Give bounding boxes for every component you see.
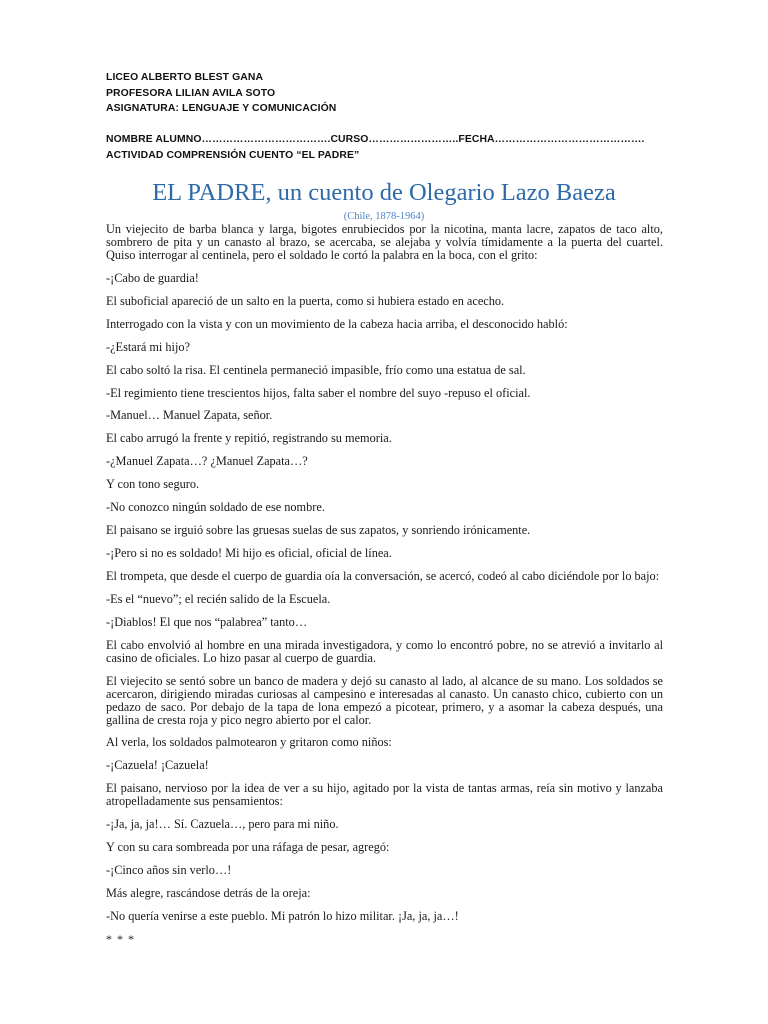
paragraph: Más alegre, rascándose detrás de la oreja: (106, 886, 311, 901)
paragraph: -¿Manuel Zapata…? ¿Manuel Zapata…? (106, 454, 308, 469)
paragraph: El cabo soltó la risa. El centinela permaneció impasible, frío como una estatua de sal. (106, 362, 526, 377)
paragraph: -¡Ja, ja, ja!… Sí. Cazuela…, pero para mi niño. (106, 817, 339, 832)
paragraph: -No quería venirse a este pueblo. Mi patrón lo hizo militar. ¡Ja, ja, ja…! (106, 909, 459, 924)
paragraph: Y con su cara sombreada por una ráfaga de pesar, agregó: (106, 840, 390, 855)
story-body (106, 223, 663, 956)
subject-line: ASIGNATURA: LENGUAJE Y COMUNICACIÓN (106, 103, 337, 114)
paragraph: Al verla, los soldados palmotearon y gritaron como niños: (106, 735, 392, 750)
paragraph: -¡Cabo de guardia! (106, 270, 199, 285)
paragraph: El paisano se irguió sobre las gruesas suelas de sus zapatos, y sonriendo irónicamente. (106, 523, 531, 538)
paragraph: -¡Pero si no es soldado! Mi hijo es oficial, oficial de línea. (106, 546, 392, 561)
paragraph: Un viejecito de barba blanca y larga, bigotes enrubiecidos por la nicotina, manta lacre, zapatos de taco alto, sombrero de pita y un canasto al brazo, se acercaba, se alejaba y volvía tímidamente a la puerta del cuartel. Quiso interrogar al centinela, pero el soldado le cortó la palabra en la boca, con el grito: (106, 222, 663, 262)
activity-title: ACTIVIDAD COMPRENSIÓN CUENTO “EL PADRE” (106, 149, 360, 161)
paragraph: -¡Cinco años sin verlo…! (106, 863, 232, 878)
paragraph: Interrogado con la vista y con un movimiento de la cabeza hacia arriba, el desconocido habló: (106, 316, 568, 331)
paragraph: -No conozco ningún soldado de ese nombre. (106, 500, 325, 515)
paragraph: -Es el “nuevo”; el recién salido de la Escuela. (106, 592, 331, 607)
teacher-name: PROFESORA LILIAN AVILA SOTO (106, 87, 276, 99)
paragraph: -Manuel… Manuel Zapata, señor. (106, 408, 273, 423)
paragraph: -¿Estará mi hijo? (106, 339, 190, 354)
paragraph: -El regimiento tiene trescientos hijos, falta saber el nombre del suyo -repuso el oficial. (106, 385, 531, 400)
header-spacer (106, 117, 706, 133)
story-subtitle: (Chile, 1878-1964) (343, 211, 425, 222)
story-title: EL PADRE, un cuento de Olegario Lazo Baeza (152, 179, 616, 206)
school-name: LICEO ALBERTO BLEST GANA (106, 72, 264, 83)
paragraph: El cabo envolvió al hombre en una mirada investigadora, y como lo encontró pobre, no se atrevió a invitarlo al casino de oficiales. Lo hizo pasar al cuerpo de guardia. (106, 638, 663, 666)
paragraph: -¡Diablos! El que nos “palabrea” tanto… (106, 615, 308, 630)
paragraph: -¡Cazuela! ¡Cazuela! (106, 758, 209, 773)
paragraph: El trompeta, que desde el cuerpo de guardia oía la conversación, se acercó, codeó al cabo diciéndole por lo bajo: (106, 569, 660, 584)
document-header (106, 70, 706, 163)
paragraph: El paisano, nervioso por la idea de ver a su hijo, agitado por la vista de tantas armas, reía sin motivo y lanzaba atropelladamente sus pensamientos: (106, 781, 663, 809)
paragraph: Y con tono seguro. (106, 477, 200, 492)
paragraph: El suboficial apareció de un salto en la puerta, como si hubiera estado en acecho. (106, 293, 505, 308)
section-separator: * * * (106, 932, 135, 947)
student-info-line: NOMBRE ALUMNO……………………………….CURSO……………………..FECHA……………………………………. (106, 134, 645, 145)
paragraph: El viejecito se sentó sobre un banco de madera y dejó su canasto al lado, al alcance de su mano. Los soldados se acercaron, dirigiendo miradas curiosas al campesino e interesadas al canasto. Un canasto chico, cubierto con un pedazo de saco. Por debajo de la tapa de lona empezó a picotear, primero, y a asomar la cabeza después, una gallina de cresta roja y pico negro abierto por el calor. (106, 674, 663, 727)
paragraph: El cabo arrugó la frente y repitió, registrando su memoria. (106, 431, 392, 446)
